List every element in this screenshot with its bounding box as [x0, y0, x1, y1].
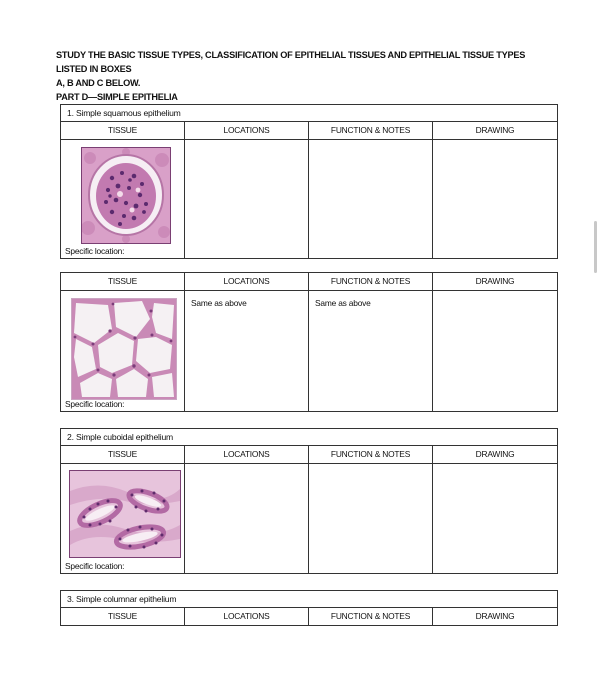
box-simple-squamous-lung: [60, 272, 558, 412]
drawing-cell[interactable]: [433, 291, 558, 412]
scrollbar-thumb[interactable]: [594, 221, 597, 273]
col-header-drawing: DRAWING: [433, 608, 558, 626]
col-header-tissue: TISSUE: [61, 446, 185, 464]
box-title: 3. Simple columnar epithelium: [61, 591, 558, 608]
box-simple-cuboidal: [60, 428, 558, 574]
function-note: Same as above: [315, 298, 371, 308]
locations-cell[interactable]: [185, 464, 309, 574]
col-header-drawing: DRAWING: [433, 122, 558, 140]
function-cell[interactable]: [309, 291, 433, 412]
locations-cell[interactable]: [185, 291, 309, 412]
part-title: PART D—SIMPLE EPITHELIA: [56, 92, 178, 102]
drawing-cell[interactable]: [433, 464, 558, 574]
cuboidal-tubules-micrograph-image: [69, 470, 181, 558]
locations-cell[interactable]: [185, 140, 309, 259]
tissue-cell: [61, 140, 185, 259]
specific-location-label: Specific location:: [65, 561, 125, 571]
col-header-function: FUNCTION & NOTES: [309, 446, 433, 464]
box-title: 1. Simple squamous epithelium: [61, 105, 558, 122]
locations-note: Same as above: [191, 298, 247, 308]
box-title: 2. Simple cuboidal epithelium: [61, 429, 558, 446]
specific-location-label: Specific location:: [65, 246, 125, 256]
tissue-cell: [61, 291, 185, 412]
tissue-cell: [61, 464, 185, 574]
drawing-cell[interactable]: [433, 140, 558, 259]
heading-line-2: A, B AND C BELOW.: [56, 78, 141, 88]
specific-location-label: Specific location:: [65, 399, 125, 409]
col-header-tissue: TISSUE: [61, 273, 185, 291]
col-header-tissue: TISSUE: [61, 608, 185, 626]
col-header-function: FUNCTION & NOTES: [309, 273, 433, 291]
col-header-function: FUNCTION & NOTES: [309, 122, 433, 140]
col-header-locations: LOCATIONS: [185, 122, 309, 140]
col-header-locations: LOCATIONS: [185, 608, 309, 626]
col-header-function: FUNCTION & NOTES: [309, 608, 433, 626]
box-simple-columnar: [60, 590, 558, 626]
glomerulus-micrograph-image: [81, 147, 171, 244]
col-header-locations: LOCATIONS: [185, 446, 309, 464]
col-header-tissue: TISSUE: [61, 122, 185, 140]
col-header-drawing: DRAWING: [433, 446, 558, 464]
instructions-heading: [56, 48, 556, 104]
col-header-drawing: DRAWING: [433, 273, 558, 291]
function-cell[interactable]: [309, 464, 433, 574]
heading-line-1: STUDY THE BASIC TISSUE TYPES, CLASSIFICATION OF EPITHELIAL TISSUES AND EPITHELIAL TISSUE TYPES LISTED IN BOXES: [56, 50, 526, 74]
function-cell[interactable]: [309, 140, 433, 259]
box-simple-squamous: [60, 104, 558, 259]
col-header-locations: LOCATIONS: [185, 273, 309, 291]
alveoli-micrograph-image: [71, 298, 177, 400]
